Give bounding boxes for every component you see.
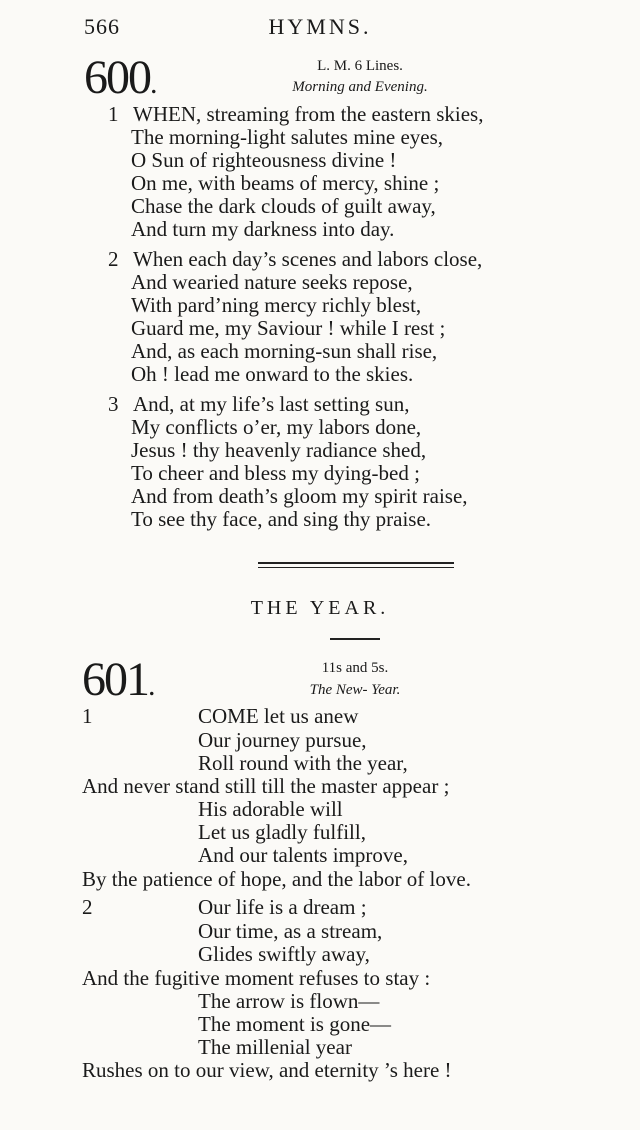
verse-line: His adorable will (198, 797, 343, 821)
hymn-meter: 11s and 5s. (321, 660, 389, 676)
verse-line: And, at my life’s last setting sun, (133, 392, 410, 416)
verse-line: WHEN, streaming from the eastern skies, (133, 102, 484, 126)
verse-line: The arrow is flown— (198, 989, 380, 1013)
divider-rule (258, 562, 454, 564)
verse-line: On me, with beams of mercy, shine ; (131, 171, 440, 195)
verse-line: And turn my darkness into day. (131, 217, 395, 241)
verse-line: With pard’ning mercy richly blest, (131, 293, 422, 317)
section-rule (330, 638, 380, 640)
verse-line: Jesus ! thy heavenly radiance shed, (131, 438, 427, 462)
verse-line: Let us gladly fulfill, (198, 820, 366, 844)
hymn-number-text: 601 (82, 653, 148, 706)
divider-rule (258, 567, 454, 568)
section-title: THE YEAR. (250, 597, 390, 619)
hymn-number-text: 600 (84, 51, 150, 104)
verse-line: To see thy face, and sing thy praise. (131, 507, 432, 531)
hymn-meter: L. M. 6 Lines. (317, 58, 403, 74)
hymn-number-601: 601. (82, 653, 154, 706)
verse-line: Roll round with the year, (198, 751, 408, 775)
verse-number: 1 (82, 704, 93, 728)
verse-line: Glides swiftly away, (198, 942, 370, 966)
verse-line: By the patience of hope, and the labor of love. (82, 867, 471, 891)
verse-number: 1 (108, 102, 119, 126)
verse-line: Guard me, my Saviour ! while I rest ; (131, 316, 446, 340)
hymn-number-600: 600. (84, 51, 156, 104)
verse-line: And the fugitive moment refuses to stay : (82, 966, 431, 990)
verse-line: And never stand still till the master appear ; (82, 774, 450, 798)
verse-line: The moment is gone— (198, 1012, 392, 1036)
verse-line: Rushes on to our view, and eternity ’s here ! (82, 1058, 452, 1082)
hymn-occasion: Morning and Evening. (292, 79, 428, 95)
verse-line: To cheer and bless my dying-bed ; (131, 461, 420, 485)
verse-line: And from death’s gloom my spirit raise, (131, 484, 468, 508)
verse-line: And, as each morning-sun shall rise, (131, 339, 438, 363)
verse-line: Our journey pursue, (198, 728, 367, 752)
verse-line: The millenial year (198, 1035, 352, 1059)
verse-number: 2 (108, 247, 119, 271)
verse-line: When each day’s scenes and labors close, (133, 247, 483, 271)
verse-line: COME let us anew (198, 704, 359, 728)
verse-line: Oh ! lead me onward to the skies. (131, 362, 414, 386)
hymn-occasion: The New- Year. (309, 682, 401, 698)
verse-line: The morning-light salutes mine eyes, (131, 125, 444, 149)
page-number: 566 (84, 14, 120, 39)
verse-number: 2 (82, 895, 93, 919)
running-title: HYMNS. (268, 14, 372, 39)
verse-line: My conflicts o’er, my labors done, (131, 415, 422, 439)
verse-number: 3 (108, 392, 119, 416)
verse-line: And our talents improve, (198, 843, 408, 867)
verse-line: Chase the dark clouds of guilt away, (131, 194, 436, 218)
verse-line: And wearied nature seeks repose, (131, 270, 413, 294)
verse-line: Our life is a dream ; (198, 895, 367, 919)
verse-line: Our time, as a stream, (198, 919, 383, 943)
verse-line: O Sun of righteousness divine ! (131, 148, 397, 172)
